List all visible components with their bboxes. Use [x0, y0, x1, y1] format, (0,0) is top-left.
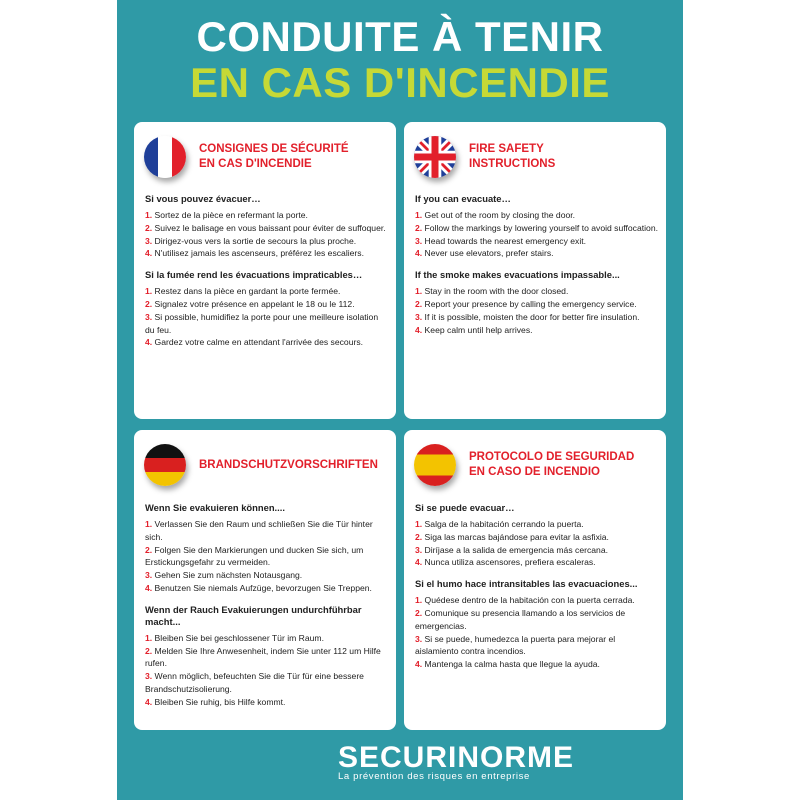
card-content [145, 193, 388, 349]
card-title [469, 142, 555, 172]
item-text: Head towards the nearest emergency exit. [422, 235, 587, 246]
item-text: Never use elevators, prefer stairs. [422, 248, 554, 259]
item-text: Si se puede, humedezca la puerta para mejorar el aislamiento contra incendios. [415, 633, 616, 657]
card-title [199, 142, 349, 172]
item-number: 1. [145, 519, 153, 529]
item-number: 4. [415, 324, 423, 335]
list-item [145, 569, 388, 582]
item-number: 4. [145, 582, 153, 593]
list-item [145, 544, 388, 570]
item-number: 1. [415, 519, 423, 529]
section-heading: Wenn der Rauch Evakuierungen undurchführbar macht... [145, 603, 362, 627]
item-number: 3. [145, 235, 153, 246]
item-number: 2. [415, 222, 423, 233]
list-item [145, 285, 388, 298]
list-item [145, 222, 388, 235]
section-heading: Si la fumée rend les évacuations impraticables… [145, 269, 363, 281]
item-number: 3. [415, 311, 423, 322]
germany-flag-icon [144, 444, 186, 486]
card-content [145, 502, 388, 709]
item-text: Quédese dentro de la habitación con la puerta cerrada. [422, 595, 635, 606]
item-number: 1. [145, 632, 153, 643]
card-title-line: BRANDSCHUTZVORSCHRIFTEN [199, 459, 378, 471]
item-number: 2. [415, 531, 423, 542]
item-text: Salga de la habitación cerrando la puerta. [422, 519, 584, 529]
item-number: 4. [415, 557, 423, 568]
item-number: 2. [415, 607, 423, 618]
list-item [415, 285, 658, 298]
card-french [134, 122, 396, 419]
item-text: Melden Sie Ihre Anwesenheit, indem Sie unter 112 um Hilfe rufen. [145, 645, 381, 669]
list-item [145, 645, 388, 671]
uk-flag-icon [414, 136, 456, 178]
item-text: Bleiben Sie ruhig, bis Hilfe kommt. [152, 696, 286, 707]
section-heading: Si se puede evacuar… [415, 502, 515, 513]
section-heading: Wenn Sie evakuieren können.... [145, 502, 285, 513]
item-number: 4. [415, 659, 423, 670]
item-text: Folgen Sie den Markierungen und ducken Sie sich, um Erstickungsgefahr zu vermeiden. [145, 544, 364, 568]
item-number: 1. [415, 210, 423, 220]
card-content [415, 193, 658, 336]
list-item [415, 235, 658, 248]
card-title-line: CONSIGNES DE SÉCURITÉ [199, 143, 349, 155]
item-text: Report your presence by calling the emergency service. [422, 298, 637, 309]
item-text: Siga las marcas bajándose para evitar la asfixia. [422, 531, 609, 542]
item-text: Si possible, humidifiez la porte pour une meilleure isolation du feu. [145, 311, 379, 335]
list-item [145, 247, 388, 260]
france-flag-icon [144, 136, 186, 178]
item-text: Signalez votre présence en appelant le 18 ou le 112. [152, 298, 355, 309]
item-text: Keep calm until help arrives. [422, 324, 533, 335]
list-item [145, 696, 388, 709]
item-text: Wenn möglich, befeuchten Sie die Tür für eine bessere Brandschutzisolierung. [145, 671, 364, 694]
list-item [415, 324, 658, 337]
item-number: 2. [145, 222, 153, 233]
list-item [415, 556, 658, 569]
list-item [415, 544, 658, 557]
list-item [415, 607, 658, 633]
item-number: 2. [145, 544, 153, 555]
item-text: N'utilisez jamais les ascenseurs, préférez les escaliers. [152, 248, 364, 259]
item-text: Follow the markings by lowering yourself to avoid suffocation. [422, 222, 658, 233]
list-item [145, 209, 388, 222]
list-item [145, 632, 388, 645]
card-title-line: EN CAS D'INCENDIE [199, 158, 312, 170]
card-english [404, 122, 666, 419]
card-german [134, 430, 396, 730]
brand-part2: NORME [457, 741, 575, 774]
item-number: 1. [415, 595, 423, 606]
brand-part1: SECURI [338, 741, 458, 774]
list-item [415, 222, 658, 235]
list-item [145, 582, 388, 595]
card-title-line: INSTRUCTIONS [469, 158, 556, 170]
page-title: CONDUITE À TENIR [196, 13, 604, 60]
item-number: 4. [145, 696, 153, 707]
list-item [415, 209, 658, 222]
card-spanish [404, 430, 666, 730]
list-item [145, 311, 388, 337]
list-item [415, 247, 658, 260]
item-number: 3. [415, 633, 423, 644]
brand-tagline: La prévention des risques en entreprise [338, 771, 530, 782]
item-number: 3. [145, 311, 153, 322]
item-text: Diríjase a la salida de emergencia más cercana. [422, 544, 608, 555]
item-number: 1. [145, 210, 153, 220]
card-content [415, 502, 658, 671]
section-heading: If you can evacuate… [415, 193, 511, 204]
item-number: 1. [145, 286, 153, 297]
item-number: 4. [145, 248, 153, 259]
item-text: Mantenga la calma hasta que llegue la ayuda. [422, 659, 600, 670]
item-number: 2. [145, 298, 153, 309]
list-item [145, 518, 388, 544]
item-number: 3. [145, 570, 153, 581]
item-text: Nunca utiliza ascensores, prefiera escaleras. [422, 557, 596, 568]
list-item [415, 658, 658, 671]
card-title-line: FIRE SAFETY [469, 143, 544, 155]
item-number: 3. [145, 671, 153, 682]
item-text: Get out of the room by closing the door. [422, 210, 576, 220]
section-heading: If the smoke makes evacuations impassable... [415, 269, 620, 281]
section-heading: Si el humo hace intransitables las evacuaciones... [415, 578, 638, 590]
spain-flag-icon [414, 444, 456, 486]
item-text: Bleiben Sie bei geschlossener Tür im Raum. [152, 632, 324, 643]
list-item [145, 670, 388, 696]
card-title [469, 450, 634, 480]
list-item [415, 298, 658, 311]
list-item [145, 298, 388, 311]
item-number: 4. [415, 248, 423, 259]
list-item [145, 336, 388, 349]
list-item [415, 633, 658, 659]
list-item [415, 594, 658, 607]
list-item [145, 235, 388, 248]
brand-logo [338, 742, 574, 774]
item-text: Comunique su presencia llamando a los servicios de emergencias. [415, 607, 626, 631]
item-number: 3. [415, 235, 423, 246]
card-title [199, 458, 378, 473]
item-text: If it is possible, moisten the door for better fire insulation. [422, 311, 640, 322]
item-text: Suivez le balisage en vous baissant pour éviter de suffoquer. [152, 222, 386, 233]
item-number: 1. [415, 286, 423, 297]
item-text: Dirigez-vous vers la sortie de secours la plus proche. [152, 235, 357, 246]
item-text: Gardez votre calme en attendant l'arrivée des secours. [152, 337, 364, 348]
item-text: Verlassen Sie den Raum und schließen Sie die Tür hinter sich. [145, 519, 373, 542]
list-item [415, 531, 658, 544]
list-item [415, 518, 658, 531]
item-text: Stay in the room with the door closed. [422, 286, 569, 297]
card-title-line: EN CASO DE INCENDIO [469, 466, 600, 478]
section-heading: Si vous pouvez évacuer… [145, 193, 261, 204]
item-text: Benutzen Sie niemals Aufzüge, bevorzugen Sie Treppen. [152, 582, 372, 593]
item-number: 2. [415, 298, 423, 309]
item-number: 3. [415, 544, 423, 555]
item-number: 4. [145, 337, 153, 348]
item-text: Gehen Sie zum nächsten Notausgang. [152, 570, 303, 581]
list-item [415, 311, 658, 324]
item-number: 2. [145, 645, 153, 656]
page-subtitle: EN CAS D'INCENDIE [190, 59, 610, 106]
card-title-line: PROTOCOLO DE SEGURIDAD [469, 451, 635, 463]
item-text: Sortez de la pièce en refermant la porte. [152, 210, 308, 220]
item-text: Restez dans la pièce en gardant la porte fermée. [152, 286, 341, 297]
